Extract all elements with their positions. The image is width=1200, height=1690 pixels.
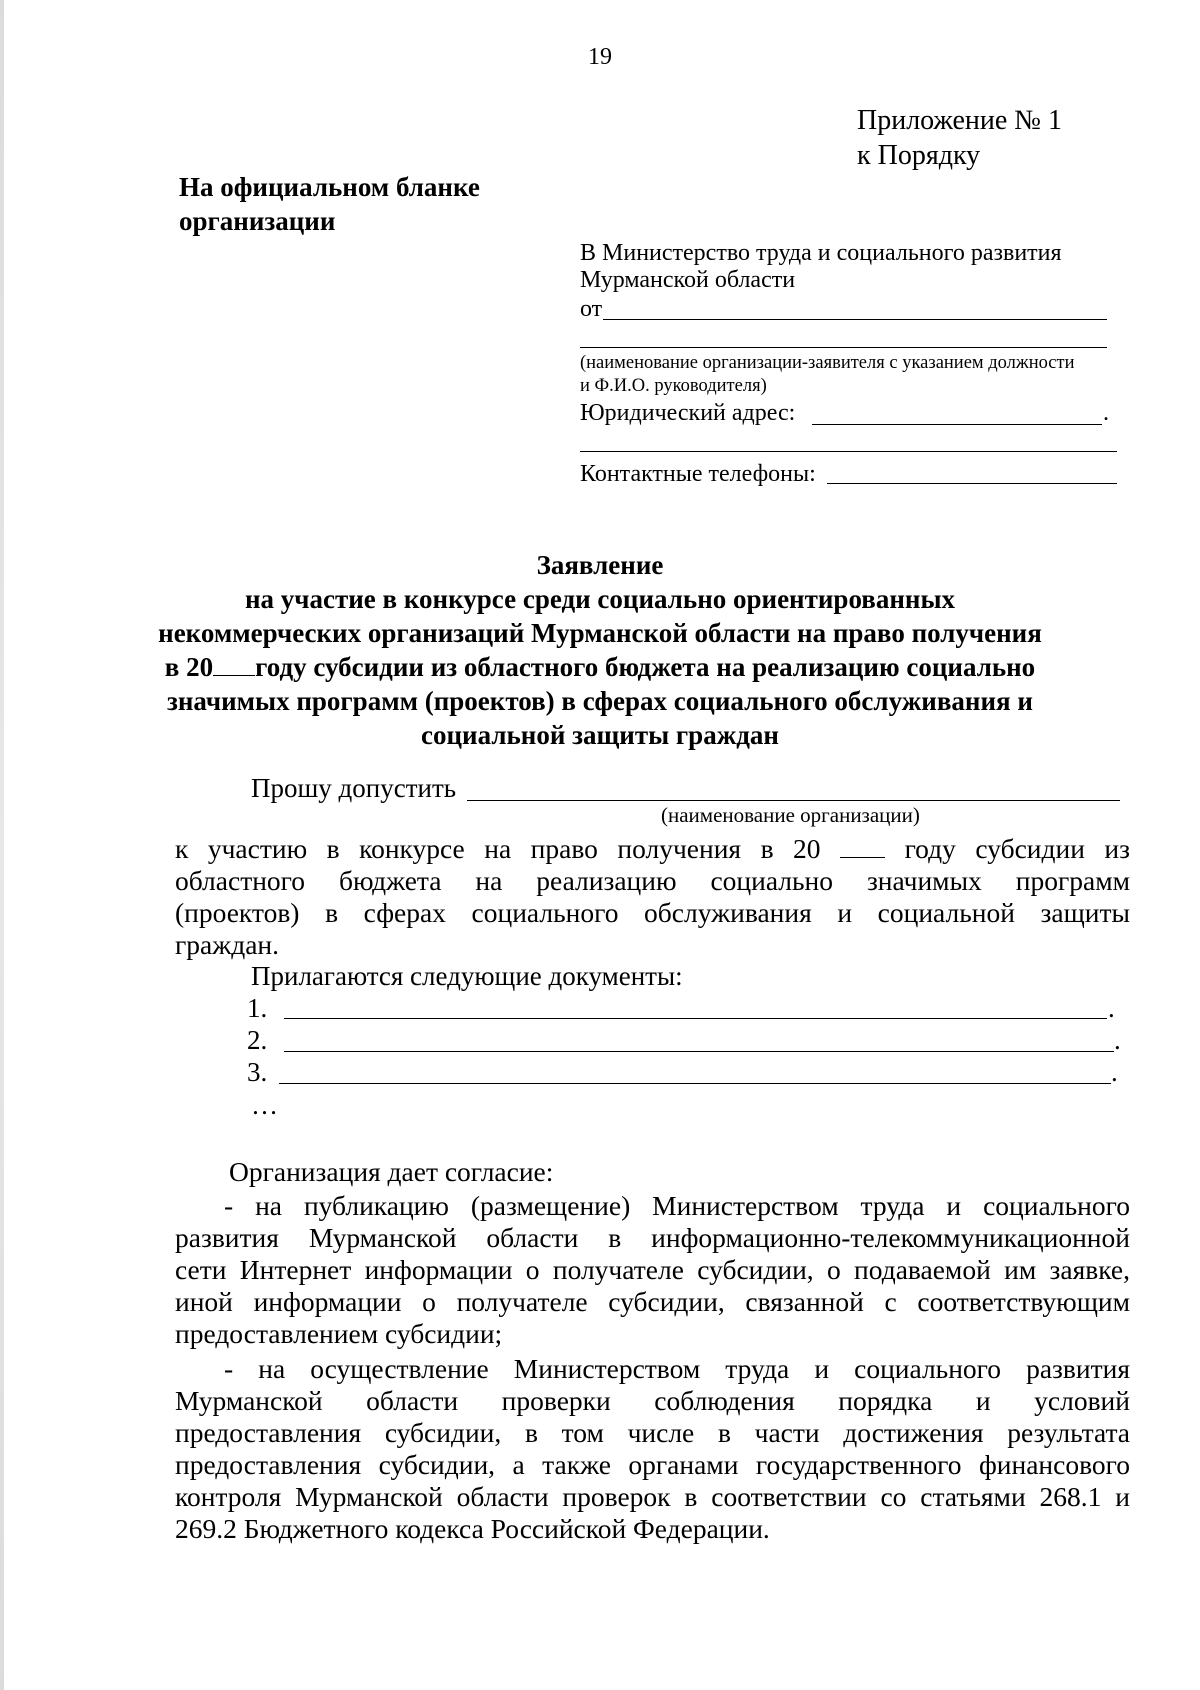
doc-title: Заявление [536,550,664,580]
from-hint-2: и Ф.И.О. руководителя) [580,376,767,396]
consent-b-line-5: контроля Мурманской области проверок в соответствии со статьями 268.1 и [175,1481,1130,1512]
letterhead-line-2: организации [179,206,336,236]
doc-subtitle-line-2: на участие в конкурсе среди социально ориентированных [244,584,956,614]
document-item-3-dot: . [1111,1057,1118,1087]
document-item-1-number: 1. [247,993,268,1023]
page-number: 19 [588,44,612,70]
legal-address-dot: . [1103,400,1109,426]
from-hint-1: (наименование организации-заявителя с указанием должности [580,353,1075,373]
year-blank-request[interactable] [840,835,885,858]
from-label: от [580,296,603,322]
request-paragraph-line-4: граждан. [175,929,280,960]
doc-subtitle-line-3: некоммерческих организаций Мурманской области на право получения [158,618,1042,648]
consent-a-line-4: иной информации о получателе субсидии, связанной с соответствующим [175,1286,1130,1317]
year-prefix: в 20 [164,652,214,682]
document-item-2-dot: . [1114,1025,1121,1055]
consent-b-line-2: Мурманской области проверки соблюдения порядка и условий [175,1385,1130,1416]
request-label: Прошу допустить [251,773,457,803]
document-item-3-number: 3. [247,1057,268,1087]
consent-a-line-5: предоставлением субсидии; [175,1318,503,1349]
document-item-1-field[interactable] [284,1018,1107,1019]
phones-label: Контактные телефоны: [580,461,816,487]
year-blank-title[interactable] [213,653,255,676]
consent-a-line-3: сети Интернет информации о получателе субсидии, о подаваемой им заявке, [175,1254,1130,1285]
consent-label: Организация дает согласие: [229,1156,554,1187]
letterhead-line-1: На официальном бланке [179,172,480,202]
consent-b-line-1: - на осуществление Министерством труда и социального развития [224,1353,1130,1384]
request-paragraph-line-2: областного бюджета на реализацию социально значимых программ [175,865,1130,896]
legal-address-field[interactable] [812,424,1102,425]
from-field-2[interactable] [580,347,1107,348]
addressee-line-2: Мурманской области [580,267,796,293]
document-item-3-field[interactable] [279,1083,1111,1084]
consent-b-line-6: 269.2 Бюджетного кодекса Российской Федерации. [175,1513,770,1544]
request-paragraph-line-1: к участию в конкурсе на право получения в 20 году субсидии из [175,833,1130,864]
consent-a-line-1: - на публикацию (размещение) Министерством труда и социального [224,1190,1130,1221]
request-paragraph-line-3: (проектов) в сферах социального обслуживания и социальной защиты [175,897,1130,928]
consent-b-line-3: предоставления субсидии, в том числе в части достижения результата [175,1417,1130,1448]
consent-b-line-4: предоставления субсидии, а также органами государственного финансового [175,1449,1130,1480]
doc-subtitle-line-6: социальной защиты граждан [421,720,779,750]
legal-address-field-2[interactable] [580,451,1117,452]
doc-subtitle-line-4b: году субсидии из областного бюджета на реализацию социально [255,652,1036,682]
appendix-line-1: Приложение № 1 [857,105,1062,136]
phones-field[interactable] [827,483,1117,484]
organization-name-hint: (наименование организации) [661,803,920,827]
doc-subtitle-line-5: значимых программ (проектов) в сферах социального обслуживания и [167,686,1033,716]
organization-name-field[interactable] [467,800,1120,801]
addressee-line-1: В Министерство труда и социального развития [580,240,1062,266]
document-item-1-dot: . [1108,993,1115,1023]
appendix-line-2: к Порядку [857,140,981,171]
documents-label: Прилагаются следующие документы: [251,961,683,991]
document-item-2-field[interactable] [284,1051,1114,1052]
legal-address-label: Юридический адрес: [580,400,796,426]
consent-a-line-2: развития Мурманской области в информационно-телекоммуникационной [175,1222,1130,1253]
from-field[interactable] [603,319,1107,320]
scan-edge [0,0,4,1690]
documents-ellipsis: … [251,1090,278,1120]
doc-subtitle-line-4 [0,652,1200,683]
document-item-2-number: 2. [247,1025,268,1055]
